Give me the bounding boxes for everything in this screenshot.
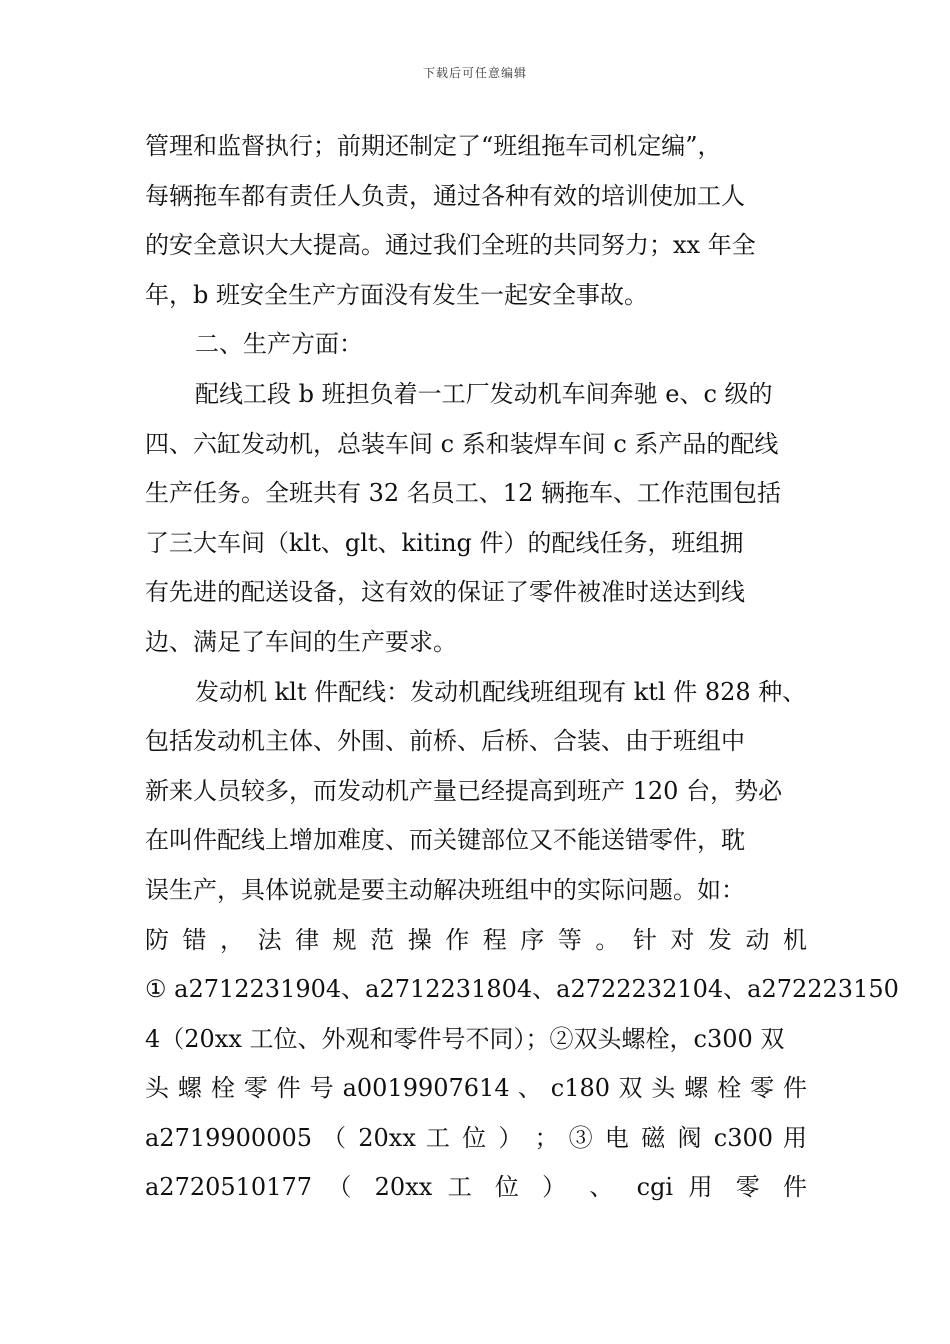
text-line: ① a2712231904、a2712231804、a2722232104、a272223150 [145,975,899,1004]
text-line: a2720510177 （ 20xx 工 位 ） 、 cgi 用 零 件 [145,1173,807,1202]
text-line: 管理和监督执行；前期还制定了“班组拖车司机定编”， [145,132,722,160]
text-line: 防 错 ， 法 律 规 范 操 作 程 序 等 。 针 对 发 动 机 [145,925,807,954]
text-line: 每辆拖车都有责任人负责，通过各种有效的培训使加工人 [145,181,745,210]
text-line: 4（20xx 工位、外观和零件号不同）；②双头螺栓，c300 双 [145,1024,785,1053]
text-line: 新来人员较多，而发动机产量已经提高到班产 120 台，势必 [145,776,783,805]
text-line: 误生产，具体说就是要主动解决班组中的实际问题。如： [145,875,745,904]
text-line: 生产任务。全班共有 32 名员工、12 辆拖车、工作范围包括 [145,479,781,508]
text-line: 配线工段 b 班担负着一工厂发动机车间奔驰 e、c 级的 [195,379,773,408]
text-line: 了三大车间（klt、glt、kiting 件）的配线任务，班组拥 [145,528,744,557]
text-line: 有先进的配送设备，这有效的保证了零件被准时送达到线 [145,578,745,607]
text-line: 边、满足了车间的生产要求。 [145,627,457,656]
document-body [145,122,899,1213]
text-line: 在叫件配线上增加难度、而关键部位又不能送错零件，耽 [145,826,745,855]
text-line: a2719900005 （ 20xx 工 位 ） ； ③ 电 磁 阀 c300 用 [145,1123,807,1152]
text-line: 发动机 klt 件配线：发动机配线班组现有 ktl 件 828 种、 [195,677,807,706]
section-heading: 二、生产方面： [195,330,363,359]
text-line: 四、六缸发动机，总装车间 c 系和装焊车间 c 系产品的配线 [145,429,779,458]
text-line: 头 螺 栓 零 件 号 a0019907614 、 c180 双 头 螺 栓 零 件 [145,1074,807,1103]
page-header: 下载后可任意编辑 [422,66,527,80]
text-line: 年，b 班安全生产方面没有发生一起安全事故。 [145,280,648,309]
text-line: 的安全意识大大提高。通过我们全班的共同努力；xx 年全 [145,231,756,260]
text-line: 包括发动机主体、外围、前桥、后桥、合装、由于班组中 [145,727,745,756]
